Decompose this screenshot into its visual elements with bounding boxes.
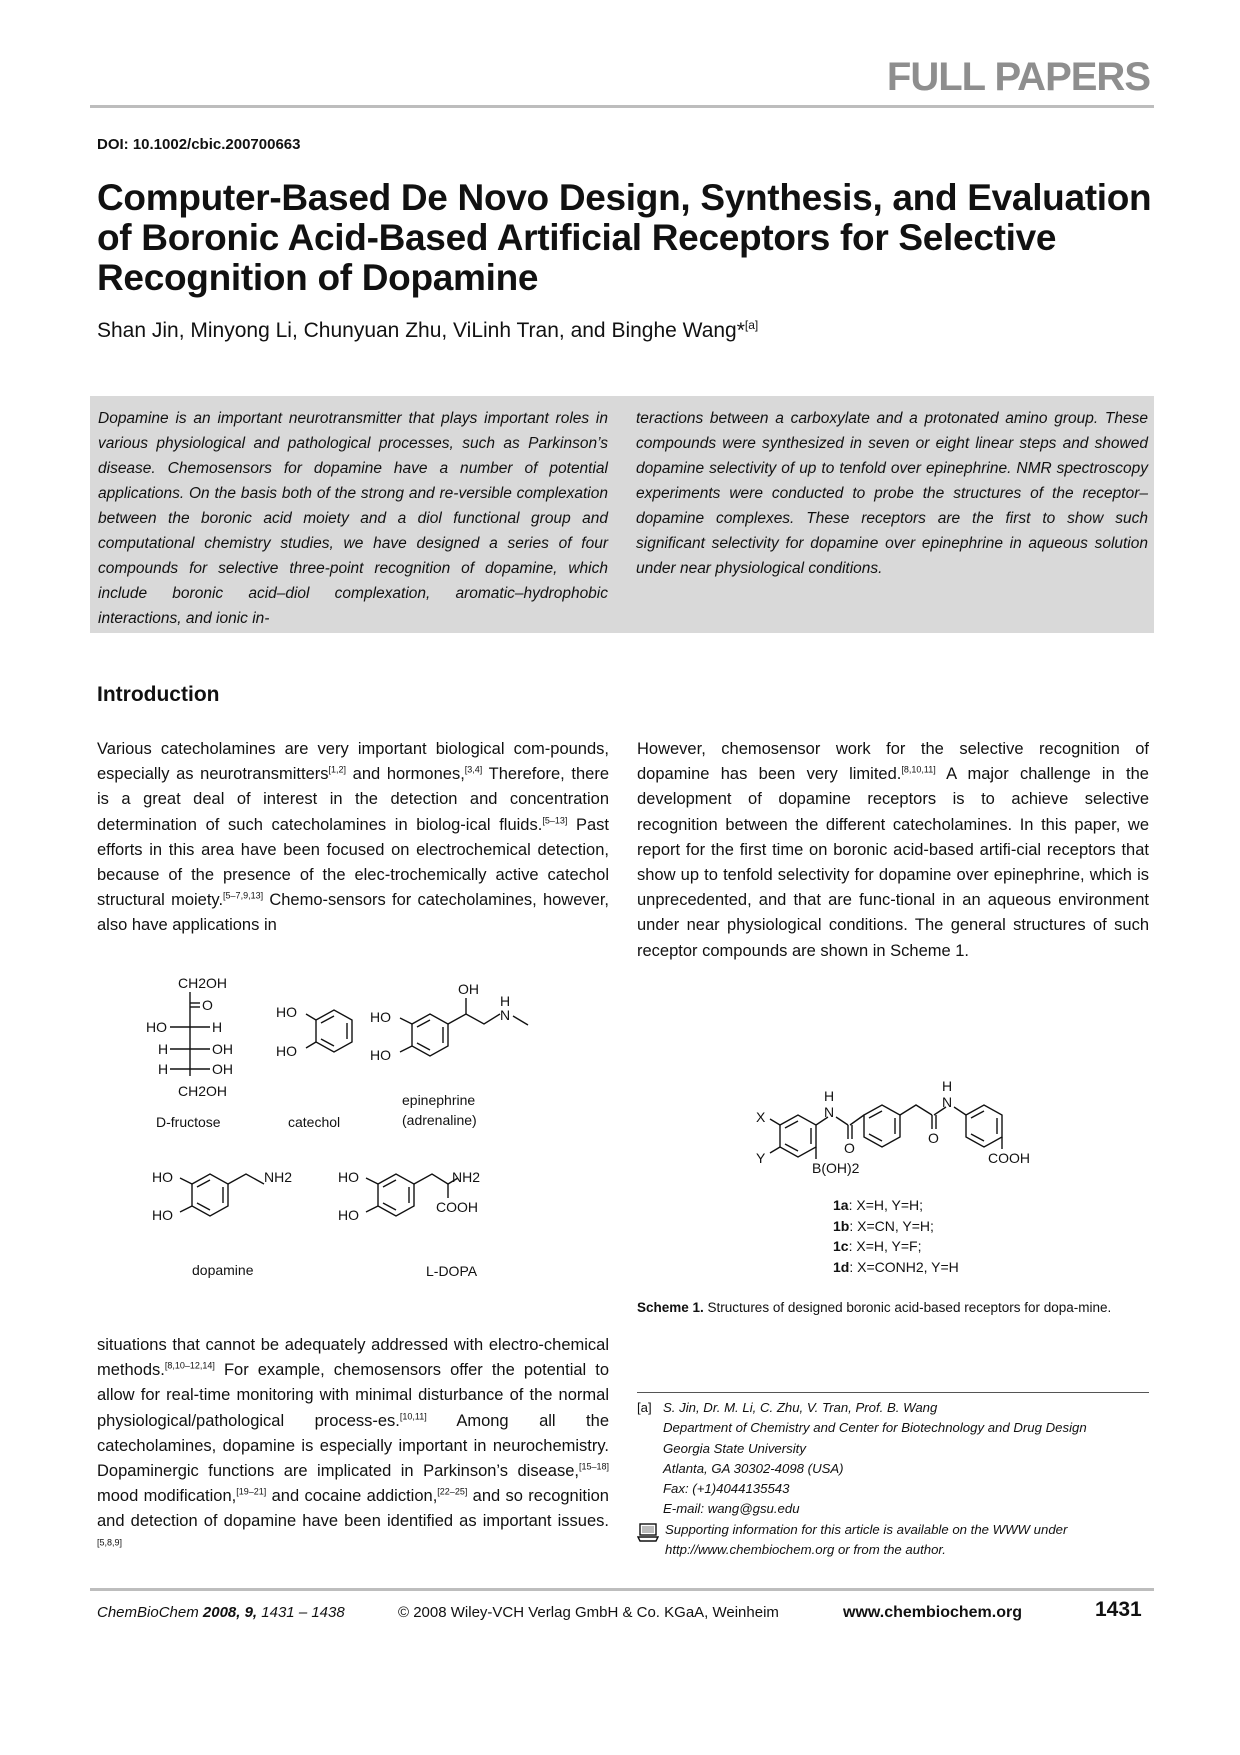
introduction-heading: Introduction bbox=[97, 683, 220, 706]
text-run: Therefore, there is a great deal of interest in the detection and concentration determination of such catecholamines in biolog-ical fluids. bbox=[97, 765, 609, 834]
ldopa-ho2: HO bbox=[338, 1207, 359, 1223]
text-run: However, chemosensor work for the selective recognition of dopamine has been very limited. bbox=[637, 740, 1149, 784]
footnote-line: Georgia State University bbox=[663, 1440, 806, 1456]
text-run: mood modification, bbox=[97, 1487, 237, 1506]
fructose-o: O bbox=[202, 997, 213, 1013]
footer-divider bbox=[90, 1588, 1154, 1591]
variant-1b: 1b: X=CN, Y=H; bbox=[833, 1217, 934, 1234]
epinephrine-sublabel: (adrenaline) bbox=[402, 1112, 477, 1128]
text-run: Chemo-sensors for catecholamines, however, also have applications in bbox=[97, 891, 609, 935]
header-divider bbox=[90, 105, 1154, 108]
dopamine-ho1: HO bbox=[152, 1169, 173, 1185]
citation: [5–13] bbox=[542, 815, 568, 826]
abstract-right-column: teractions between a carboxylate and a protonated amino group. These compounds were synthesized in seven or eight linear steps and showed dopamine selectivity of up to tenfold over epinephrine. NMR spectroscopy experiments were conducted to probe the structures of the receptor–dopamine complexes. These receptors are the first to show such significant selectivity for dopamine over epinephrine in aqueous solution under near physiological conditions. bbox=[636, 410, 1148, 577]
scheme1-caption bbox=[637, 1298, 1149, 1318]
author-names: Shan Jin, Minyong Li, Chunyuan Zhu, ViLinh Tran, and Binghe Wang* bbox=[97, 319, 745, 342]
fructose-h3: H bbox=[158, 1061, 169, 1077]
scheme1-x: X bbox=[756, 1109, 766, 1125]
computer-icon bbox=[637, 1523, 659, 1543]
text-run: and so recognition and detection of dopamine have been identified as important issues. bbox=[97, 1487, 609, 1531]
text-run: and hormones, bbox=[346, 765, 465, 784]
citation: [8,10,11] bbox=[901, 764, 936, 775]
text-run: Among all the catecholamines, dopamine is especially important in neurochemistry. Dopaminergic functions are implicated in Parkinson’s disease, bbox=[97, 1411, 609, 1481]
fructose-label: D-fructose bbox=[156, 1114, 221, 1130]
epinephrine-n: N bbox=[500, 1007, 511, 1023]
fructose-oh1: OH bbox=[212, 1041, 233, 1057]
catechol-label: catechol bbox=[288, 1114, 341, 1130]
doi: DOI: 10.1002/cbic.200700663 bbox=[97, 136, 301, 153]
intro-paragraph-3 bbox=[97, 1333, 609, 1560]
catecholamine-structures-figure bbox=[130, 970, 620, 1310]
citation: [10,11] bbox=[399, 1411, 427, 1422]
scheme1-o1: O bbox=[844, 1140, 855, 1156]
footnote-line: Department of Chemistry and Center for Biotechnology and Drug Design bbox=[663, 1420, 1087, 1436]
epinephrine-oh: OH bbox=[458, 981, 479, 997]
fructose-structure bbox=[146, 975, 233, 1130]
epinephrine-label: epinephrine bbox=[402, 1092, 476, 1108]
catechol-ho1: HO bbox=[276, 1004, 297, 1020]
variant-1a: 1a: X=H, Y=H; bbox=[833, 1197, 924, 1213]
scheme1-o2: O bbox=[928, 1130, 939, 1146]
caption-label: Scheme 1. bbox=[637, 1300, 704, 1315]
fructose-oh2: OH bbox=[212, 1061, 233, 1077]
footnote-label: [a] bbox=[637, 1400, 652, 1415]
affiliation-footnote bbox=[637, 1398, 1149, 1520]
citation: [15–18] bbox=[578, 1461, 609, 1472]
copyright: © 2008 Wiley-VCH Verlag GmbH & Co. KGaA, Weinheim bbox=[398, 1604, 779, 1621]
affiliation-mark: [a] bbox=[744, 318, 759, 332]
citation: [1,2] bbox=[328, 764, 347, 775]
text-run: Various catecholamines are very important biological com-pounds, especially as neurotransmitters bbox=[97, 740, 609, 784]
scheme1-n2: N bbox=[942, 1094, 953, 1110]
fructose-h1: H bbox=[212, 1019, 223, 1035]
citation: [5–7,9,13] bbox=[223, 890, 264, 901]
journal-year-volume: 2008, 9, bbox=[202, 1604, 258, 1621]
citation: [8,10–12,14] bbox=[164, 1360, 215, 1371]
journal-pages: 1431 – 1438 bbox=[257, 1604, 345, 1621]
supporting-info-note bbox=[637, 1520, 1149, 1561]
ldopa-cooh: COOH bbox=[436, 1199, 478, 1215]
epinephrine-ho1: HO bbox=[370, 1009, 391, 1025]
text-run: A major challenge in the development of dopamine receptors is to achieve selective recognition between the different catecholamines. In this paper, we report for the first time on boronic acid-based artifi-cial receptors that show up to tenfold selectivity for dopamine over epinephrine, which is unprecedented, and that are func-tional in an aqueous environment under near physiological conditions. The general structures of such receptor compounds are shown in Scheme 1. bbox=[637, 765, 1149, 960]
supporting-info-text: Supporting information for this article is available on the WWW under http://www.chembiochem.org or from the author. bbox=[665, 1522, 1068, 1558]
article-title: Computer-Based De Novo Design, Synthesis, and Evaluation of Boronic Acid-Based Artificial Receptors for Selective Recognition of Dopamine bbox=[97, 177, 1152, 298]
abstract-left-column: Dopamine is an important neurotransmitter that plays important roles in various physiological and pathological processes, such as Parkinson’s disease. Chemosensors for dopamine have a number of potential applications. On the basis both of the strong and re-versible complexation between the boronic acid moiety and a diol functional group and computational chemistry studies, we have designed a series of four compounds for selective three-point recognition of dopamine, which include boronic acid–diol complexation, aromatic–hydrophobic interactions, and ionic in- bbox=[98, 410, 608, 627]
epinephrine-structure bbox=[370, 981, 528, 1128]
scheme1-h2: H bbox=[942, 1078, 953, 1094]
citation: [22–25] bbox=[437, 1486, 468, 1497]
text-run: For example, chemosensors offer the potential to allow for real-time monitoring with minimal disturbance of the normal physiological/pathological process-es. bbox=[97, 1361, 609, 1430]
intro-paragraph-1 bbox=[97, 737, 609, 939]
fructose-ho: HO bbox=[146, 1019, 167, 1035]
footnote-line: Fax: (+1)4044135543 bbox=[663, 1481, 790, 1497]
epinephrine-ho2: HO bbox=[370, 1047, 391, 1063]
fructose-ch2oh-bottom: CH2OH bbox=[178, 1083, 228, 1099]
citation: [19–21] bbox=[236, 1486, 267, 1497]
variant-1c: 1c: X=H, Y=F; bbox=[833, 1238, 922, 1254]
variant-1d: 1d: X=CONH2, Y=H bbox=[833, 1258, 959, 1275]
footnote-line: E-mail: wang@gsu.edu bbox=[663, 1501, 800, 1517]
text-run: Past efforts in this area have been focused on electrochemical detection, because of the presence of the elec-trochemically active catechol structural moiety. bbox=[97, 815, 609, 910]
dopamine-structure bbox=[152, 1169, 292, 1278]
text-run: situations that cannot be adequately addressed with electro-chemical methods. bbox=[97, 1336, 609, 1380]
footnote-divider bbox=[637, 1392, 1149, 1393]
scheme1-h1: H bbox=[824, 1088, 835, 1104]
scheme1-boh2: B(OH)2 bbox=[812, 1160, 860, 1176]
ldopa-label: L-DOPA bbox=[426, 1263, 478, 1279]
ldopa-nh2: NH2 bbox=[452, 1169, 481, 1185]
fructose-ch2oh-top: CH2OH bbox=[178, 975, 228, 991]
scheme1-structure-figure bbox=[740, 1055, 1100, 1195]
ldopa-structure bbox=[338, 1169, 480, 1279]
fructose-h2: H bbox=[158, 1041, 169, 1057]
dopamine-label: dopamine bbox=[192, 1262, 254, 1278]
scheme1-cooh: COOH bbox=[988, 1150, 1030, 1166]
footnote-line: Atlanta, GA 30302-4098 (USA) bbox=[663, 1460, 844, 1476]
scheme1-variant-list bbox=[833, 1195, 959, 1277]
caption-text: Structures of designed boronic acid-based receptors for dopa-mine. bbox=[703, 1300, 1112, 1315]
journal-citation bbox=[97, 1604, 345, 1621]
intro-paragraph-2 bbox=[637, 737, 1149, 964]
author-list bbox=[97, 318, 758, 343]
ldopa-ho1: HO bbox=[338, 1169, 359, 1185]
scheme1-n1: N bbox=[824, 1104, 835, 1120]
journal-website: www.chembiochem.org bbox=[843, 1604, 1022, 1621]
journal-name: ChemBioChem bbox=[97, 1604, 199, 1621]
scheme1-y: Y bbox=[756, 1150, 766, 1166]
footnote-line: S. Jin, Dr. M. Li, C. Zhu, V. Tran, Prof. B. Wang bbox=[663, 1400, 938, 1415]
citation: [3,4] bbox=[464, 764, 483, 775]
page-number: 1431 bbox=[1095, 1598, 1142, 1621]
text-run: and cocaine addiction, bbox=[266, 1487, 438, 1506]
epinephrine-h: H bbox=[500, 993, 511, 1009]
dopamine-nh2: NH2 bbox=[264, 1169, 293, 1185]
dopamine-ho2: HO bbox=[152, 1207, 173, 1223]
citation: [5,8,9] bbox=[97, 1537, 123, 1548]
catechol-ho2: HO bbox=[276, 1043, 297, 1059]
catechol-structure bbox=[276, 1004, 352, 1130]
section-title: FULL PAPERS bbox=[886, 55, 1150, 99]
